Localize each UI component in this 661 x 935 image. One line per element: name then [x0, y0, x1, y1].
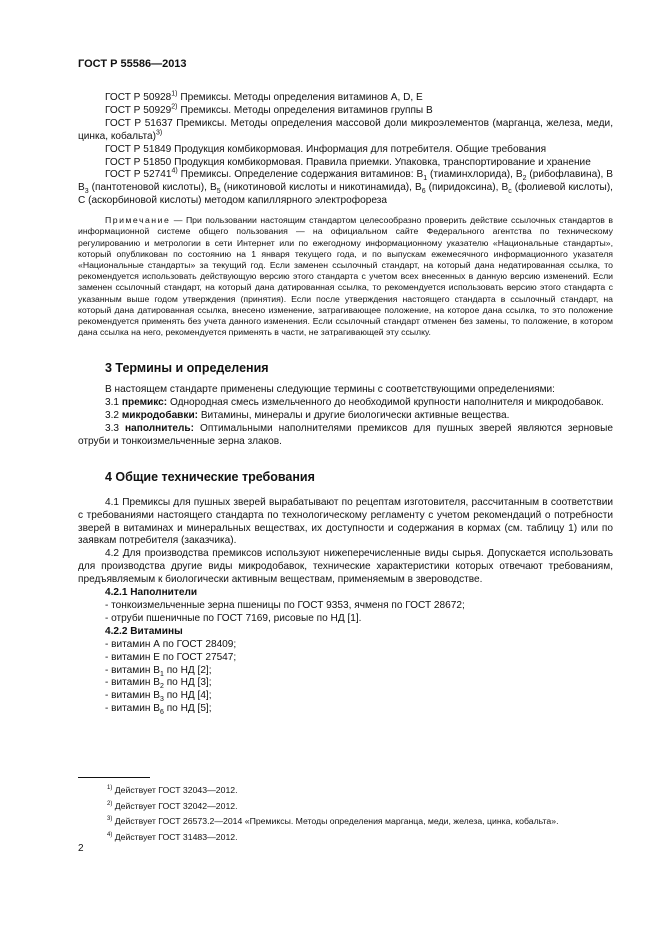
list-item: - отруби пшеничные по ГОСТ 7169, рисовые по НД [1]. — [105, 612, 362, 624]
note-label: Примечание — [105, 215, 171, 226]
ref-item: ГОСТ Р 51849 Продукция комбикормовая. Информация для потребителя. Общие требования — [105, 143, 547, 155]
term-item: 3.1 премикс: Однородная смесь измельченного до необходимой крупности наполнителя и микродобавок. — [105, 397, 604, 409]
page-number: 2 — [78, 843, 84, 854]
paragraph-4-1: 4.1 Премиксы для пушных зверей вырабатывают по рецептам изготовителя, рассчитанным в соответствии с требованиями настоящего стандарта по технологическому регламенту с учетом рекомендаций о потребности зверей в витаминах и минеральных веществах, их доступности и содержания в кормах (см. таблицу 1) или по заявкам потребителя (заказчика). — [78, 496, 613, 547]
ref-item: ГОСТ Р 50928$^{1)}$ Премиксы. Методы определения витаминов А, D, Е — [105, 90, 423, 103]
term-item: 3.3 наполнитель: Оптимальными наполнителями премиксов для пушных зверей являются зерновые отруби и тонкоизмельченные зерна злаков. — [78, 423, 613, 447]
list-item: - витамин Е по ГОСТ 27547; — [105, 651, 237, 663]
list-item: - витамин А по ГОСТ 28409; — [105, 638, 237, 650]
ref-item: ГОСТ Р 52741$^{4)}$ Премиксы. Определение содержания витаминов: $В_1$ (тиаминхлорида), $В_2$ (рибофлавина), В $В_3$ (пантотеновой кислоты), $В_5$ (никотиновой кислоты и никотинамида), $В_6$ (пиридоксина), $В_c$ (фолиевой кислоты), С (аскорбиновой кислоты) методом капиллярного электрофореза — [78, 168, 613, 207]
ref-item: ГОСТ Р 50929$^{2)}$ Премиксы. Методы определения витаминов группы В — [105, 103, 433, 116]
note: Примечание — При пользовании настоящим стандартом целесообразно проверить действие ссылочных стандартов в информационной системе общего пользования — на официальном сайте Федерального агентства по техническому регулированию и метрологии в сети Интернет или по ежегодному информационному указателю «Национальные стандарты», который опубликован по состоянию на 1 января текущего года, и по выпускам ежемесячного информационного указателя «Национальные стандарты» за текущий год. Если заменен ссылочный стандарт, на который дана недатированная ссылка, то рекомендуется использовать действующую версию этого стандарта с учетом всех внесенных в данную версию изменений. Если заменен ссылочный стандарт, на который дана датированная ссылка, то рекомендуется использовать версию этого стандарта с указанным выше годом утверждения (принятия). Если после утверждения настоящего стандарта в ссылочный стандарт, на который дана датированная ссылка, внесено изменение, затрагивающее положение, на которое дана ссылка, то это положение рекомендуется применять без учета данного изменения. Если ссылочный стандарт отменен без замены, то положение, в котором дана ссылка на него, рекомендуется применять в части, не затрагивающей эту ссылку. — [78, 215, 613, 338]
ref-item: ГОСТ Р 51850 Продукция комбикормовая. Правила приемки. Упаковка, транспортирование и хранение — [105, 156, 591, 168]
footnote: $^{4)}$ Действует ГОСТ 31483—2012. — [107, 831, 238, 842]
term-item: 3.2 микродобавки: Витамины, минералы и другие биологически активные вещества. — [105, 410, 510, 422]
list-item: - витамин $В_1$ по НД [2]; — [105, 664, 212, 678]
document-header: ГОСТ Р 55586—2013 — [78, 58, 187, 70]
list-item: - витамин $В_2$ по НД [3]; — [105, 677, 212, 691]
footnote: $^{1)}$ Действует ГОСТ 32043—2012. — [107, 785, 238, 795]
list-item: - витамин $В_6$ по НД [5]; — [105, 703, 212, 717]
section-3-title: 3 Термины и определения — [105, 361, 269, 376]
footnote: $^{3)}$ Действует ГОСТ 26573.2—2014 «Премиксы. Методы определения марганца, меди, железа, цинка, кобальта». — [107, 816, 559, 827]
footnote: $^{2)}$ Действует ГОСТ 32042—2012. — [107, 800, 238, 811]
footnotes — [107, 783, 559, 845]
document-body — [78, 92, 613, 716]
subsection-4-2-1: 4.2.1 Наполнители — [105, 587, 198, 599]
ref-item: ГОСТ Р 51637 Премиксы. Методы определения массовой доли микроэлементов (марганца, железа, меди, цинка, кобальта)$^{3)}$ — [78, 117, 613, 142]
list-item: - тонкоизмельченные зерна пшеницы по ГОСТ 9353, ячменя по ГОСТ 28672; — [105, 599, 465, 611]
footnote-separator — [78, 777, 150, 778]
paragraph-4-2: 4.2 Для производства премиксов используют нижеперечисленные виды сырья. Допускается использовать для производства другие виды микродобавок, технические характеристики которых отвечают требованиям, предъявляемым к биологически активным веществам, применяемым в звероводстве. — [78, 548, 613, 586]
subsection-4-2-2: 4.2.2 Витамины — [105, 625, 183, 637]
section-3-intro: В настоящем стандарте применены следующие термины с соответствующими определениями: — [105, 384, 555, 396]
list-item: - витамин $В_3$ по НД [4]; — [105, 690, 212, 704]
section-4-title: 4 Общие технические требования — [105, 469, 315, 484]
